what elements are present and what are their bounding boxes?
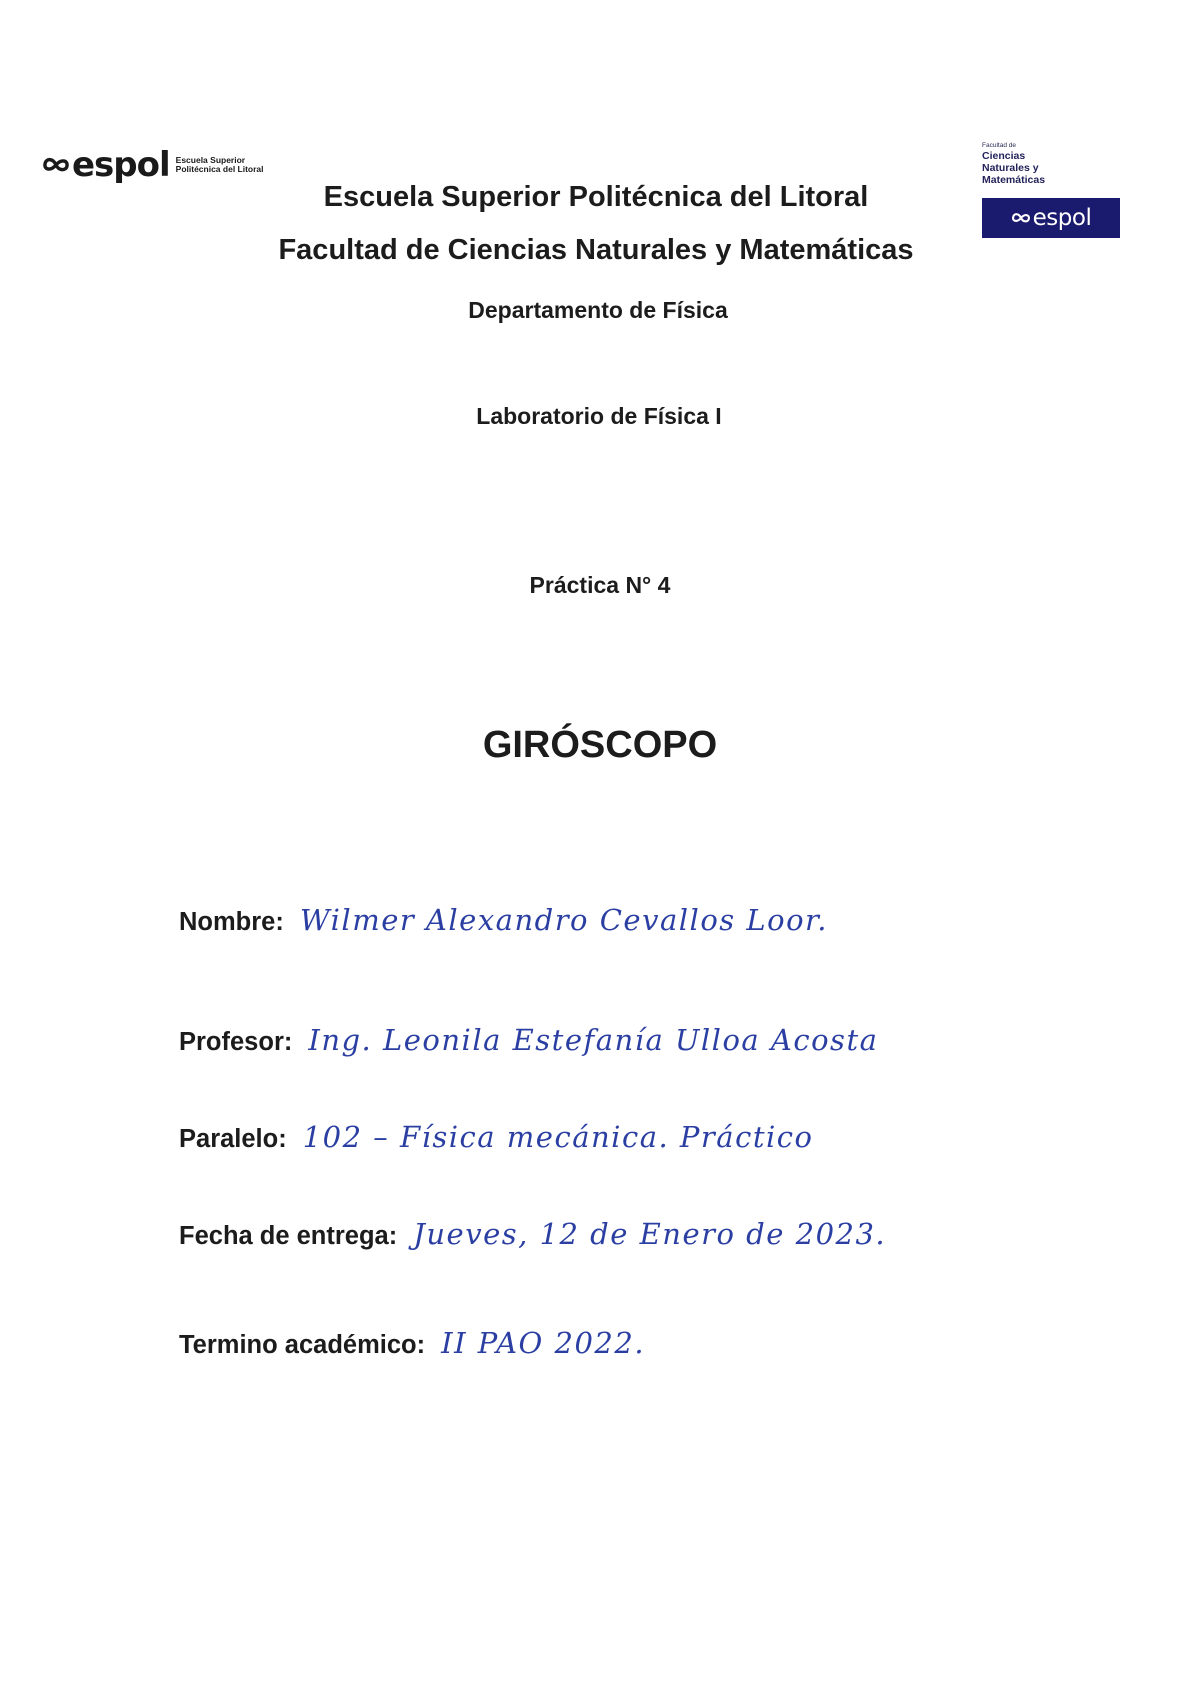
field-profesor-value: Ing. Leonila Estefanía Ulloa Acosta <box>308 1023 879 1057</box>
espol-subtitle-line1: Escuela Superior <box>175 155 246 165</box>
fcnm-faculty-line1: Ciencias <box>982 150 1026 162</box>
practice-number: Práctica N° 4 <box>529 572 671 598</box>
course-name: Laboratorio de Física I <box>476 403 722 429</box>
espol-infinity-icon <box>42 154 70 176</box>
field-termino-academico-value: II PAO 2022. <box>441 1326 646 1360</box>
field-nombre-label: Nombre: <box>179 908 284 936</box>
field-fecha-entrega-label: Fecha de entrega: <box>179 1222 398 1250</box>
espol-logo-subtitle <box>176 156 264 174</box>
fcnm-faculty-line2: Naturales y <box>982 162 1039 174</box>
field-nombre-value: Wilmer Alexandro Cevallos Loor. <box>299 903 828 937</box>
field-paralelo <box>179 1120 813 1154</box>
espol-subtitle-line2: Politécnica del Litoral <box>175 164 264 174</box>
field-profesor <box>179 1023 878 1057</box>
field-profesor-label: Profesor: <box>179 1028 293 1056</box>
field-termino-academico-label: Termino académico: <box>179 1331 426 1359</box>
field-fecha-entrega-value: Jueves, 12 de Enero de 2023. <box>413 1217 887 1251</box>
fcnm-faculty-line3: Matemáticas <box>982 174 1046 186</box>
faculty-name: Facultad de Ciencias Naturales y Matemáticas <box>278 234 914 266</box>
field-fecha-entrega <box>179 1217 886 1251</box>
field-paralelo-label: Paralelo: <box>179 1125 287 1153</box>
university-name: Escuela Superior Politécnica del Litoral <box>323 181 869 213</box>
report-title: GIRÓSCOPO <box>482 724 718 766</box>
espol-wordmark: espol <box>72 145 170 185</box>
fcnm-faculty-small: Facultad de <box>982 142 1016 149</box>
field-termino-academico <box>179 1326 645 1360</box>
espol-badge-wordmark: espol <box>1032 205 1092 231</box>
espol-logo-left <box>42 145 264 185</box>
field-nombre <box>179 903 828 937</box>
field-paralelo-value: 102 – Física mecánica. Práctico <box>302 1120 814 1154</box>
department-name: Departamento de Física <box>468 297 728 323</box>
